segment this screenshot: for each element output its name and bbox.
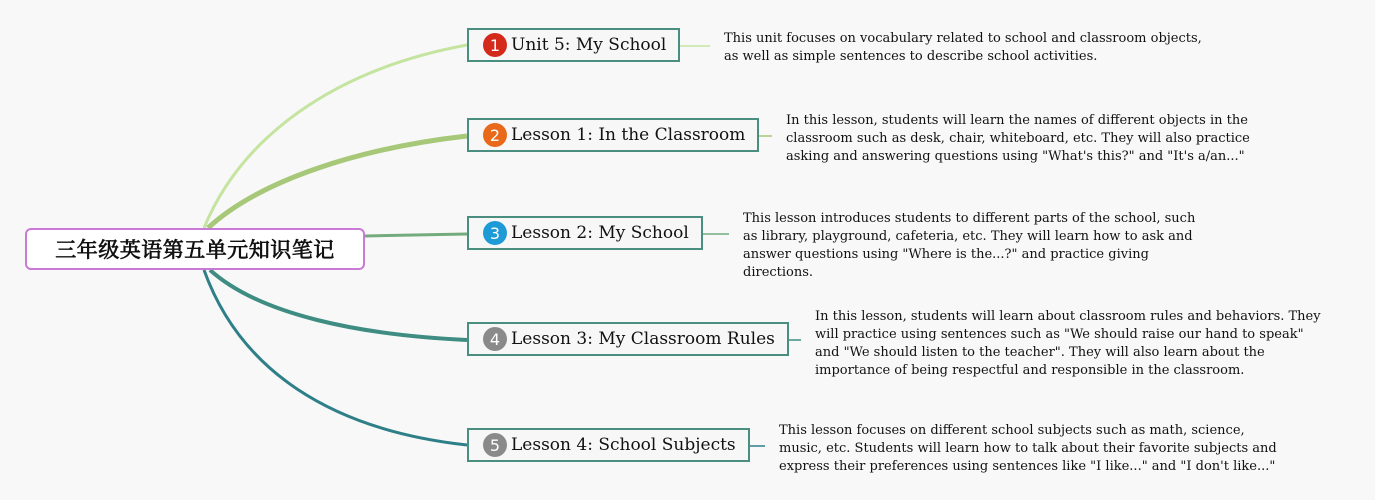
number-badge-4: 4 — [483, 327, 507, 351]
topic-unit-5-my-school[interactable] — [467, 28, 680, 62]
number-badge-3: 3 — [483, 221, 507, 245]
topic-note-3: This lesson introduces students to different parts of the school, such as library, playground, cafeteria, etc. They will learn how to ask and answer questions using "Where is the...?" and practice giving directions. — [743, 211, 1196, 280]
root-topic[interactable]: 三年级英语第五单元知识笔记 — [25, 228, 365, 270]
number-badge-2: 2 — [483, 123, 507, 147]
topic-label: Unit 5: My School — [511, 35, 667, 55]
topic-label: Lesson 2: My School — [511, 223, 689, 243]
topic-lesson-4-school-subjects[interactable] — [467, 428, 750, 462]
branch-line-2 — [208, 136, 467, 228]
branch-line-3 — [365, 234, 467, 236]
branch-line-5 — [204, 270, 467, 445]
topic-lesson-2-my-school[interactable] — [467, 216, 703, 250]
number-badge-1: 1 — [483, 33, 507, 57]
topic-label: Lesson 1: In the Classroom — [511, 125, 746, 145]
topic-note-1: This unit focuses on vocabulary related to school and classroom objects, as well as simple sentences to describe school activities. — [724, 31, 1202, 64]
topic-note-2: In this lesson, students will learn the names of different objects in the classroom such as desk, chair, whiteboard, etc. They will also practice asking and answering questions using "What's this?" and "It's a/an..." — [786, 113, 1250, 164]
topic-note-5: This lesson focuses on different school subjects such as math, science, music, etc. Students will learn how to talk about their favorite subjects and express their preferences using sentences like "I like..." and "I don't like..." — [779, 423, 1277, 474]
topic-lesson-3-my-classroom-rules[interactable] — [467, 322, 789, 356]
topic-note-4: In this lesson, students will learn about classroom rules and behaviors. They will practice using sentences such as "We should raise our hand to speak" and "We should listen to the teacher". They will also learn about the importance of being respectful and responsible in the classroom. — [815, 309, 1321, 378]
branch-line-4 — [210, 270, 467, 340]
topic-label: Lesson 3: My Classroom Rules — [511, 329, 775, 349]
topic-lesson-1-in-the-classroom[interactable] — [467, 118, 759, 152]
topic-label: Lesson 4: School Subjects — [511, 435, 736, 455]
number-badge-5: 5 — [483, 433, 507, 457]
